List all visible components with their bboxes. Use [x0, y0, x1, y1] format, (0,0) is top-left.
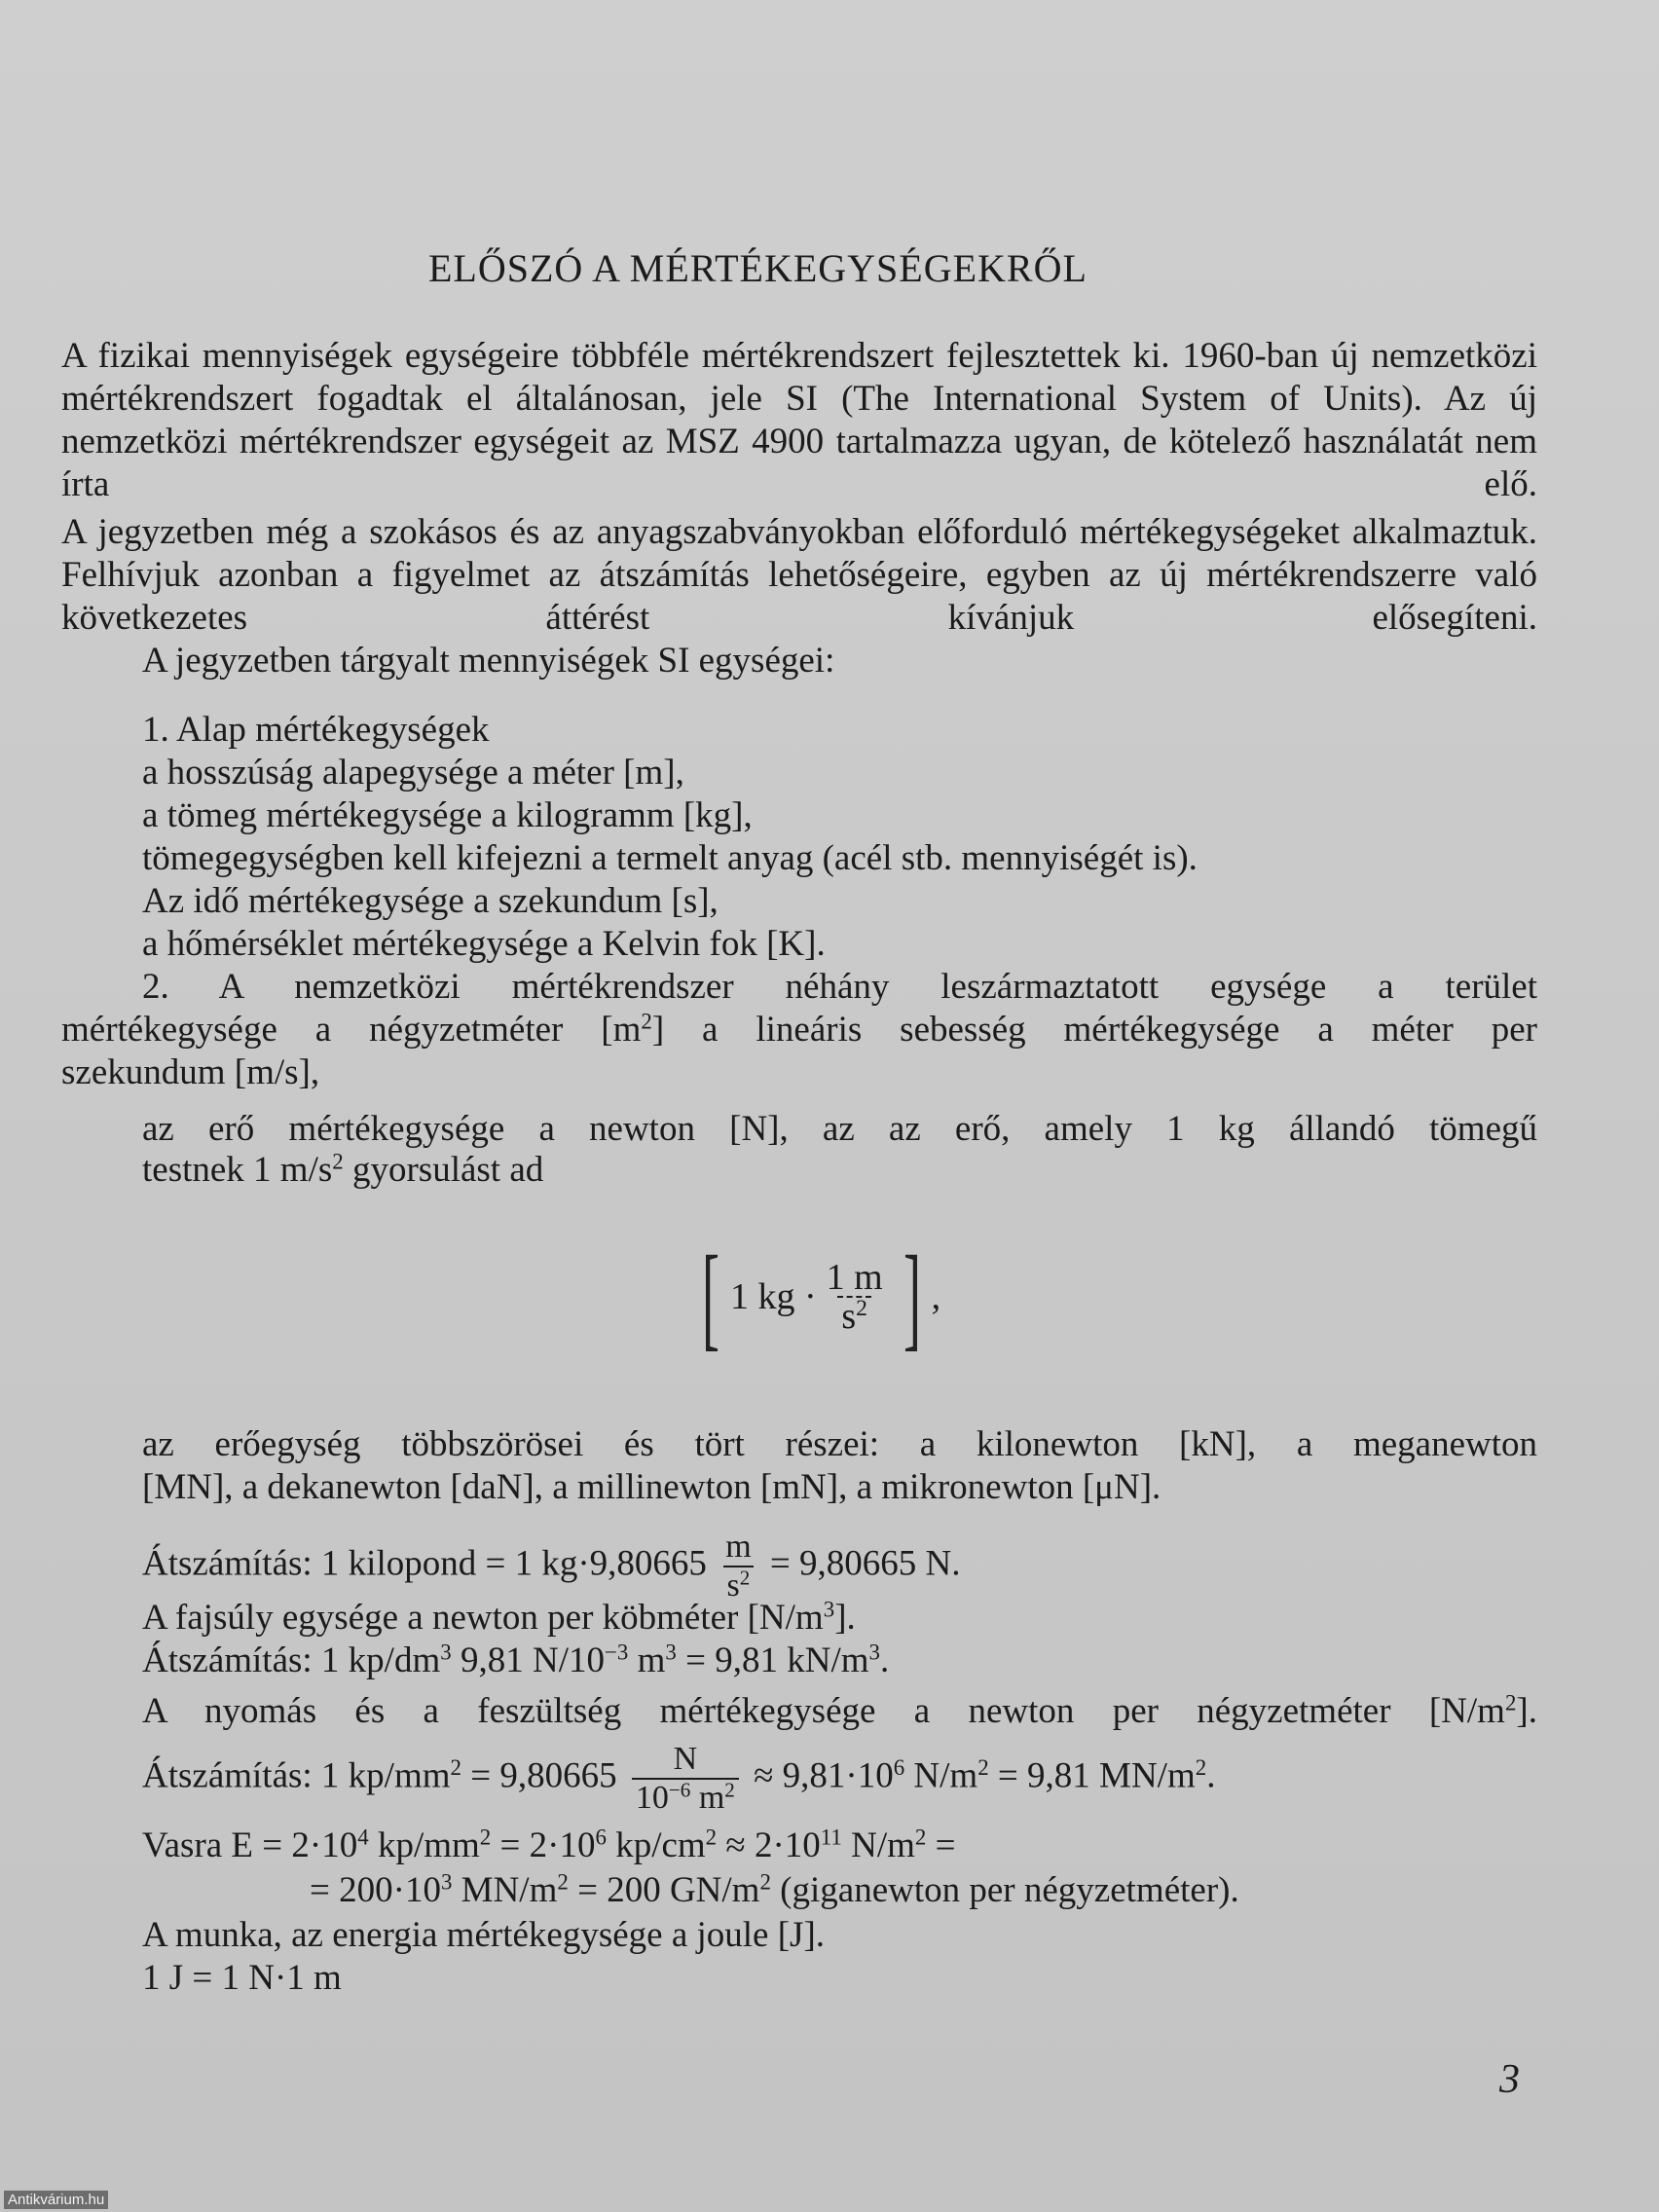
force-multiples-line-2: [MN], a dekanewton [daN], a millinewton [mN], a mikronewton [μN]. [142, 1467, 1161, 1507]
page-number: 3 [1499, 2057, 1520, 2102]
intro-paragraph-1: A fizikai mennyiségek egységeire többféle mértékrendszert fejlesztettek ki. 1960-ban új nemzetközi mértékrendszert fogadtak el általánosan, jele SI (The International System of Units). Az új nemzetközi mértékrendszer egységeit az MSZ 4900 tartalmazza ugyan, de kötelező használatát nem írta elő. [61, 336, 1537, 504]
joule-definition: 1 J = 1 N·1 m [142, 1958, 342, 1998]
force-definition-line-2: testnek 1 $m/s^2$ gyorsulást ad [142, 1149, 544, 1190]
force-multiples-line-1: az erőegység többszörösei és tört részei: a kilonewton [kN], a meganewton [142, 1424, 1537, 1464]
watermark-label: Antikvárium.hu [4, 2191, 108, 2209]
force-definition-line-1: az erő mértékegysége a newton [N], az az erő, amely 1 kg állandó tömegű [142, 1109, 1537, 1149]
list-item: a tömeg mértékegysége a kilogramm [kg], [142, 795, 753, 835]
pressure-unit: A nyomás és a feszültség mértékegysége a newton per négyzetméter $[N/m^2]$. [142, 1690, 1537, 1731]
list-item: a hőmérséklet mértékegysége a Kelvin fok [K]. [142, 924, 826, 964]
modulus-steel-line-1: Vasra $E = 2\cdot 10^4$ $kp/mm^2 = 2\cdot 10^6$ $kp/cm^2 \approx 2\cdot 10^{11}$ $N/m^2$ = [142, 1825, 956, 1865]
work-energy-unit: A munka, az energia mértékegysége a joule [J]. [142, 1915, 826, 1955]
list-item: tömegegységben kell kifejezni a termelt anyag (acél stb. mennyiségét is). [142, 838, 1198, 878]
intro-paragraph-2: A jegyzetben még a szokásos és az anyagszabványokban előforduló mértékegységeket alkalmaztuk. Felhívjuk azonban a figyelmet az átszámítás lehetőségeire, egyben az új mértékrendszerre való következetes áttérést kívánjuk elősegíteni. [61, 512, 1537, 638]
section-title: ELŐSZÓ A MÉRTÉKEGYSÉGEKRŐL [428, 246, 1088, 290]
conversion-specific-weight: Átszámítás: 1 $kp/dm^3$ 9,81 $N/10^{-3}$ $m^3 = 9,81$ $kN/m^3$. [142, 1640, 890, 1680]
newton-definition-formula: [ 1 kg · $\frac{1 m}{s^2}$ ] , [701, 1232, 941, 1361]
list-item: a hosszúság alapegysége a méter [m], [142, 753, 684, 793]
list-heading-base-units: 1. Alap mértékegységek [142, 710, 490, 750]
modulus-steel-line-2: = $200\cdot 10^3$ $MN/m^2 = 200$ $GN/m^2$ (giganewton per négyzetméter). [310, 1869, 1239, 1910]
bleed-through-text [409, 0, 418, 41]
conversion-kilopond: Átszámítás: 1 kilopond = 1 kg·9,80665 $\frac{m}{s^2}$ = 9,80665 N. [142, 1529, 961, 1604]
fraction: $\frac{1 m}{s^2}$ [826, 1257, 883, 1337]
derived-units-line-3: szekundum [m/s], [61, 1052, 320, 1092]
right-bracket: ] [903, 1232, 921, 1361]
conversion-pressure: Átszámítás: 1 $kp/mm^2 = 9,80665$ $\frac{N}{10^{-6} m^2}$ ≈ $9,81\cdot 10^6$ $N/m^2 = 9,81$ $MN/m^2$. [142, 1741, 1216, 1816]
list-item: Az idő mértékegysége a szekundum [s], [142, 881, 719, 921]
derived-units-line-1: 2. A nemzetközi mértékrendszer néhány leszármaztatott egysége a terület [142, 967, 1537, 1007]
intro-paragraph-3: A jegyzetben tárgyalt mennyiségek SI egységei: [142, 641, 835, 681]
specific-weight-unit: A fajsúly egysége a newton per köbméter $[N/m^3]$. [142, 1597, 856, 1638]
derived-units-line-2: mértékegysége a négyzetméter $[m^2]$ a lineáris sebesség mértékegysége a méter per [61, 1009, 1537, 1050]
left-bracket: [ [701, 1232, 719, 1361]
